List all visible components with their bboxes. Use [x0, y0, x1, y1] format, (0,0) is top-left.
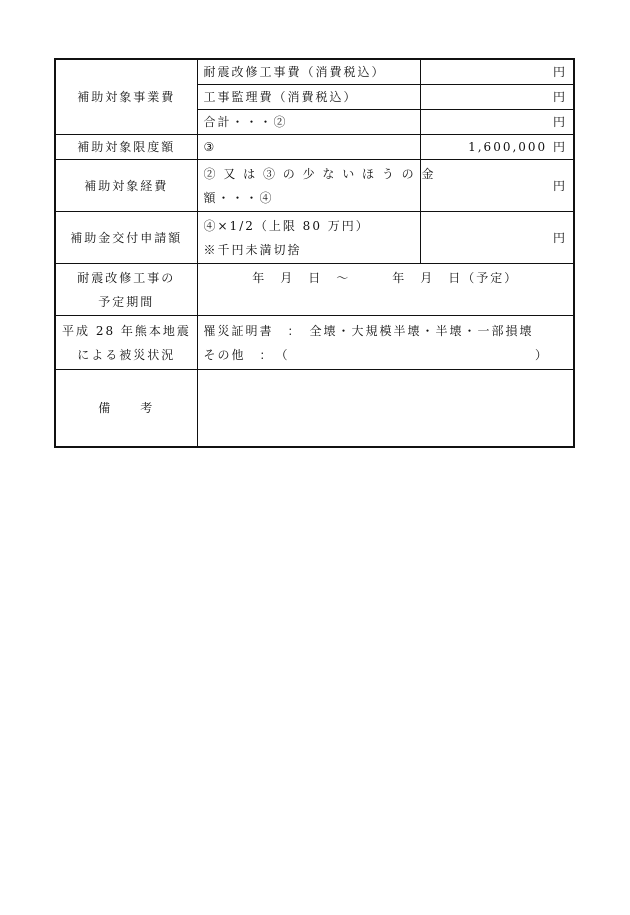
- damage-label-line2: による被災状況: [77, 347, 176, 362]
- remarks-value[interactable]: [197, 370, 574, 447]
- limit-label: 補助対象限度額: [55, 135, 197, 160]
- damage-certificate-line: 罹災証明書 ： 全壊・大規模半壊・半壊・一部損壊: [203, 323, 534, 338]
- expense-desc: [197, 160, 436, 212]
- expense-row: [55, 160, 574, 212]
- cost-item-amount[interactable]: 円: [420, 59, 574, 85]
- cost-label: 補助対象事業費: [55, 59, 197, 135]
- application-desc-line2: ※千円未満切捨: [203, 242, 302, 257]
- damage-label: [55, 316, 197, 370]
- subsidy-application-table: [54, 58, 575, 448]
- cost-item-desc: 耐震改修工事費（消費税込）: [197, 59, 420, 85]
- application-amount[interactable]: 円: [420, 212, 574, 264]
- limit-amount: 1,600,000 円: [420, 135, 574, 160]
- remarks-label: 備 考: [55, 370, 197, 447]
- cost-total-amount[interactable]: 円: [420, 110, 574, 135]
- remarks-row: [55, 370, 574, 447]
- period-value[interactable]: [197, 264, 574, 316]
- application-desc-line1: ④×1/2（上限 80 万円）: [203, 218, 370, 233]
- period-label-line1: 耐震改修工事の: [77, 270, 176, 285]
- damage-other-line: [204, 343, 568, 367]
- expense-amount[interactable]: 円: [420, 160, 574, 212]
- cost-item-desc: 工事監理費（消費税込）: [197, 85, 420, 110]
- limit-row: [55, 135, 574, 160]
- damage-other-prefix: その他 ： （: [203, 347, 290, 362]
- period-label: [55, 264, 197, 316]
- cost-item-amount[interactable]: 円: [420, 85, 574, 110]
- period-row: [55, 264, 574, 316]
- application-row: [55, 212, 574, 264]
- expense-desc-line2: 額・・・④: [203, 190, 274, 205]
- application-desc: [197, 212, 420, 264]
- expense-desc-line1: ② 又 は ③ の 少 な い ほ う の 金: [203, 166, 436, 181]
- limit-desc: ③: [197, 135, 420, 160]
- damage-other-suffix: ）: [534, 347, 549, 362]
- period-value-text: 年 月 日 ～ 年 月 日（予定）: [252, 271, 519, 285]
- expense-label: 補助対象経費: [55, 160, 197, 212]
- cost-row-1: [55, 59, 574, 85]
- damage-row: [55, 316, 574, 370]
- application-label: 補助金交付申請額: [55, 212, 197, 264]
- damage-value[interactable]: [197, 316, 574, 370]
- period-label-line2: 予定期間: [98, 294, 155, 309]
- cost-total-desc: 合計・・・②: [197, 110, 420, 135]
- damage-label-line1: 平成 28 年熊本地震: [62, 323, 191, 338]
